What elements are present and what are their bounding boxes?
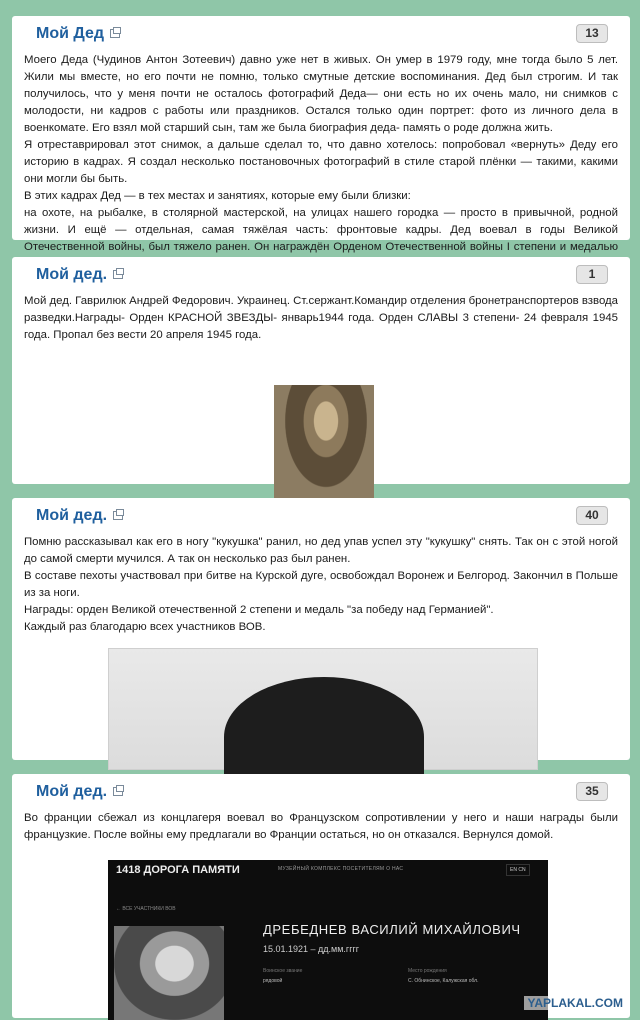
post-card-1 [12, 16, 630, 253]
portrait-photo[interactable] [108, 648, 538, 770]
paragraph: Каждый раз благодарю всех участников ВОВ. [24, 621, 266, 633]
site-logo: 1418 ДОРОГА ПАМЯТИ [116, 864, 240, 876]
soldier-photo [114, 926, 224, 1020]
watermark: YAPLAKAL.COM [524, 996, 626, 1010]
comment-count-badge[interactable]: 40 [576, 506, 608, 525]
birthplace-value: С. Обнинское, Калужская обл. [408, 978, 479, 984]
post-title[interactable]: Мой дед. [36, 507, 108, 524]
post-title[interactable]: Мой дед. [36, 783, 108, 800]
paragraph: Во франции сбежал из концлагеря воевал во Французском сопротивлении у него и наши награды были французкие. После войны ему предлагали во Франции остаться, но он отказался. Вернулся домой. [24, 812, 618, 841]
external-link-icon[interactable] [110, 29, 120, 38]
post-title[interactable]: Мой Дед [36, 25, 105, 42]
rank-value: рядовой [263, 978, 283, 984]
site-nav: МУЗЕЙНЫЙ КОМПЛЕКС ПОСЕТИТЕЛЯМ О НАС [278, 866, 404, 872]
paragraph: Я отреставрировал этот снимок, а дальше сделал то, что давно хотелось: попробовал «вернуть» Деду его историю в кадрах. Я создал несколько постановочных фотографий в стиле старой плёнки — такими, какими они могли бы быть. [24, 139, 618, 185]
paragraph: Помню рассказывал как его в ногу "кукушка" ранил, но дед упав успел эту "кукушку" снять. Так он с этой ногой до самой смерти мучился. А так он несколько раз был ранен. [24, 536, 618, 565]
post-title[interactable]: Мой дед. [36, 266, 108, 283]
birthplace-label: Место рождения [408, 968, 447, 974]
grandfather-photo[interactable] [274, 385, 374, 505]
paragraph: В этих кадрах Дед — в тех местах и занятиях, которые ему были близки: [24, 190, 411, 202]
soldier-name: ДРЕБЕДНЕВ ВАСИЛИЙ МИХАЙЛОВИЧ [263, 922, 521, 937]
external-link-icon[interactable] [113, 787, 123, 796]
paragraph: на охоте, на рыбалке, в столярной мастерской, на улицах нашего городка — просто в привычной, родной жизни. И ещё — отдельная, самая тяжёлая часть: фронтовые кадры. Дед воевал в годы Великой Отечественной войны, был тяжело ранен. Он награждён Орденом Отечественной войны I степени и медалью [24, 207, 618, 253]
post-text [24, 287, 618, 344]
rank-label: Воинское звание [263, 968, 303, 974]
post-text [24, 46, 618, 273]
comment-count-badge[interactable]: 1 [576, 265, 608, 284]
post-card-2 [12, 257, 630, 484]
paragraph: Моего Деда (Чудинов Антон Зотеевич) давно уже нет в живых. Он умер в 1979 году, мне тогда было 5 лет. Жили мы вместе, но его почти не помню, только смутные детские воспоминания. Дед был строгим. И так получилось, что у меня почти не осталось фотографий Деда— они есть но их очень мало, ни снимков с молодости, ни кадров с работы или праздников. Остался только один портрет: фото из личного дела в военкомате. Его взял мой старший сын, там же была биография деда- память о роде должна жить. [24, 54, 618, 134]
paragraph: В составе пехоты участвовал при битве на Курской дуге, освобождал Воронеж и Белгород. Закончил в Польше из за ноги. [24, 570, 618, 599]
back-link: ← ВСЕ УЧАСТНИКИ ВОВ [116, 906, 176, 912]
memorial-site-screenshot[interactable] [108, 860, 548, 1020]
language-switch: EN CN [506, 864, 530, 876]
comment-count-badge[interactable]: 13 [576, 24, 608, 43]
soldier-dates: 15.01.1921 – дд.мм.гггг [263, 944, 360, 954]
external-link-icon[interactable] [113, 270, 123, 279]
post-text [24, 804, 618, 844]
paragraph: Награды: орден Великой отечественной 2 степени и медаль "за победу над Германией". [24, 604, 494, 616]
post-text [24, 528, 618, 636]
paragraph: Мой дед. Гаврилюк Андрей Федорович. Украинец. Ст.сержант.Командир отделения бронетранспортеров взвода разведки.Награды- Орден КРАСНОЙ ЗВЕЗДЫ- январь1944 года. Орден СЛАВЫ 3 степени- 24 февраля 1945 года. Пропал без вести 20 апреля 1945 года. [24, 295, 619, 341]
post-card-3 [12, 498, 630, 760]
post-card-4 [12, 774, 630, 1018]
comment-count-badge[interactable]: 35 [576, 782, 608, 801]
external-link-icon[interactable] [113, 511, 123, 520]
